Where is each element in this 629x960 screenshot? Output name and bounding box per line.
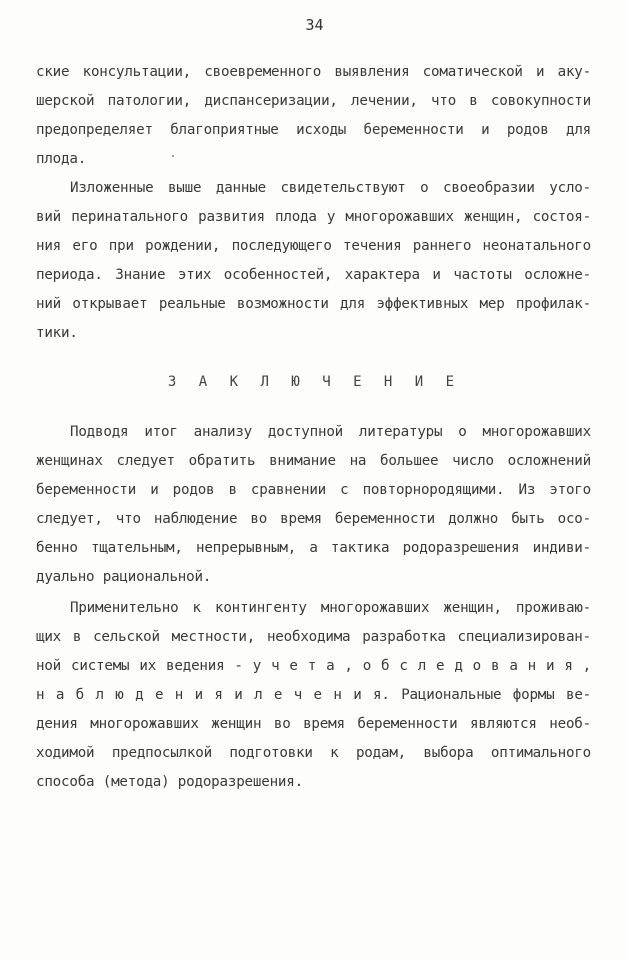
text-line: Изложенные выше данные свидетельствуют о своеобразии усло-	[70, 180, 591, 196]
text-line: ния его при рождении, последующего течения раннего неонатального	[36, 238, 591, 254]
text-line: следует, что наблюдение во время беременности должно быть осо-	[36, 511, 591, 527]
text-line: Подводя итог анализу доступной литературы о многорожавших	[70, 424, 591, 440]
text-line: ний открывает реальные возможности для эффективных мер профилак-	[36, 296, 591, 312]
text-line: дуально рациональной.	[36, 569, 212, 585]
text-line: периода. Знание этих особенностей, характера и частоты осложне-	[36, 267, 591, 283]
text-line: тики.	[36, 325, 78, 341]
text-line: ские консультации, своевременного выявления соматической и аку-	[36, 64, 591, 80]
page-number: 34	[305, 16, 324, 34]
speck	[172, 155, 174, 157]
text-line: ходимой предпосылкой подготовки к родам, выбора оптимального	[36, 745, 591, 761]
text-line: ной системы их ведения - у ч е т а , о б с л е д о в а н и я ,	[36, 658, 591, 674]
text-line: дения многорожавших женщин во время беременности являются необ-	[36, 716, 591, 732]
text-line: женщинах следует обратить внимание на большее число осложнений	[36, 453, 591, 469]
text-line: Применительно к контингенту многорожавших женщин, проживаю-	[70, 600, 591, 616]
text-line: щих в сельской местности, необходима разработка специализирован-	[36, 629, 591, 645]
paragraph-perinatal	[36, 174, 591, 348]
text-line: бенно тщательным, непрерывным, а тактика родоразрешения индиви-	[36, 540, 591, 556]
paragraph-conclusion-1	[36, 418, 591, 592]
text-line: беременности и родов в сравнении с повторнородящими. Из этого	[36, 482, 591, 498]
text-line: шерской патологии, диспансеризации, лечении, что в совокупности	[36, 93, 591, 109]
paragraph-conclusion-2	[36, 594, 591, 797]
text-line: н а б л ю д е н и я и л е ч е н и я. Рациональные формы ве-	[36, 687, 591, 703]
paragraph-continuation	[36, 58, 591, 174]
text-line: плода.	[36, 151, 87, 167]
text-line: вий перинатального развития плода у многорожавших женщин, состоя-	[36, 209, 591, 225]
text-line: способа (метода) родоразрешения.	[36, 774, 303, 790]
text-line: предопределяет благоприятные исходы беременности и родов для	[36, 122, 591, 138]
section-heading: З А К Л Ю Ч Е Н И Е	[167, 374, 462, 390]
